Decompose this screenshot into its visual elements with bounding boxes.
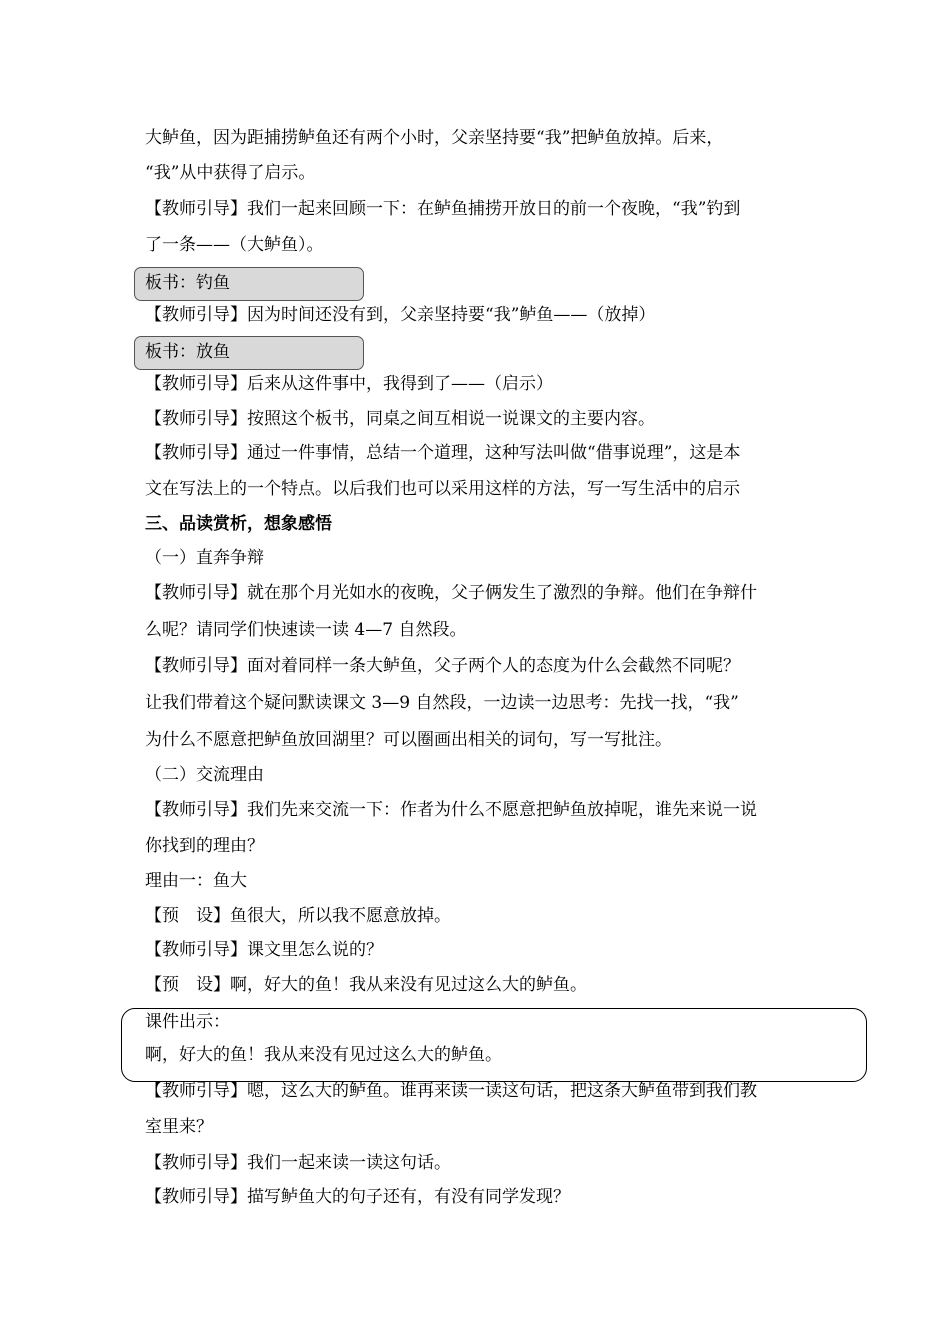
paragraph-line: 【预 设】啊，好大的鱼！我从来没有见过这么大的鲈鱼。: [145, 975, 587, 995]
paragraph-line: 大鲈鱼，因为距捕捞鲈鱼还有两个小时，父亲坚持要“我”把鲈鱼放掉。后来，: [145, 128, 724, 148]
paragraph-line: 【教师引导】面对着同样一条大鲈鱼，父子两个人的态度为什么会截然不同呢？: [145, 656, 740, 676]
paragraph-line: 【教师引导】描写鲈鱼大的句子还有，有没有同学发现？: [145, 1187, 570, 1207]
subsection-heading: （二）交流理由: [145, 765, 264, 785]
paragraph-line: 【教师引导】就在那个月光如水的夜晚，父子俩发生了激烈的争辩。他们在争辩什: [145, 583, 757, 603]
board-note-text: 板书：放鱼: [145, 342, 230, 362]
paragraph-line: 【教师引导】按照这个板书，同桌之间互相说一说课文的主要内容。: [145, 409, 655, 429]
paragraph-line: 你找到的理由？: [145, 836, 264, 856]
paragraph-line: 【教师引导】我们先来交流一下：作者为什么不愿意把鲈鱼放掉呢，谁先来说一说: [145, 800, 757, 820]
paragraph-line: 了一条——（大鲈鱼）。: [145, 235, 324, 255]
paragraph-line: “我”从中获得了启示。: [145, 163, 316, 183]
callout-title: 课件出示：: [145, 1012, 230, 1032]
paragraph-line: 【教师引导】课文里怎么说的？: [145, 940, 383, 960]
paragraph-line: 么呢？请同学们快速读一读 4—7 自然段。: [145, 620, 467, 640]
board-note-text: 板书：钓鱼: [145, 273, 230, 293]
subsection-heading: （一）直奔争辩: [145, 548, 264, 568]
paragraph-line: 【教师引导】后来从这件事中，我得到了——（启示）: [145, 374, 553, 394]
section-heading: 三、品读赏析，想象感悟: [145, 514, 332, 534]
paragraph-line: 【教师引导】因为时间还没有到，父亲坚持要“我”鲈鱼——（放掉）: [145, 305, 656, 325]
paragraph-line: 【教师引导】我们一起来读一读这句话。: [145, 1153, 451, 1173]
paragraph-line: 文在写法上的一个特点。以后我们也可以采用这样的方法，写一写生活中的启示: [145, 479, 740, 499]
paragraph-line: 为什么不愿意把鲈鱼放回湖里？可以圈画出相关的词句，写一写批注。: [145, 730, 672, 750]
board-note-box: [134, 267, 364, 301]
paragraph-line: 让我们带着这个疑问默读课文 3—9 自然段，一边读一边思考：先找一找，“我”: [145, 693, 739, 713]
paragraph-line: 室里来？: [145, 1117, 213, 1137]
board-note-box: [134, 336, 364, 370]
paragraph-line: 【教师引导】我们一起来回顾一下：在鲈鱼捕捞开放日的前一个夜晚，“我”钓到: [145, 199, 741, 219]
paragraph-line: 理由一：鱼大: [145, 871, 247, 891]
callout-text: 啊，好大的鱼！我从来没有见过这么大的鲈鱼。: [145, 1045, 502, 1065]
paragraph-line: 【教师引导】通过一件事情，总结一个道理，这种写法叫做“借事说理”，这是本: [145, 443, 741, 463]
paragraph-line: 【教师引导】嗯，这么大的鲈鱼。谁再来读一读这句话，把这条大鲈鱼带到我们教: [145, 1081, 757, 1101]
paragraph-line: 【预 设】鱼很大，所以我不愿意放掉。: [145, 906, 451, 926]
